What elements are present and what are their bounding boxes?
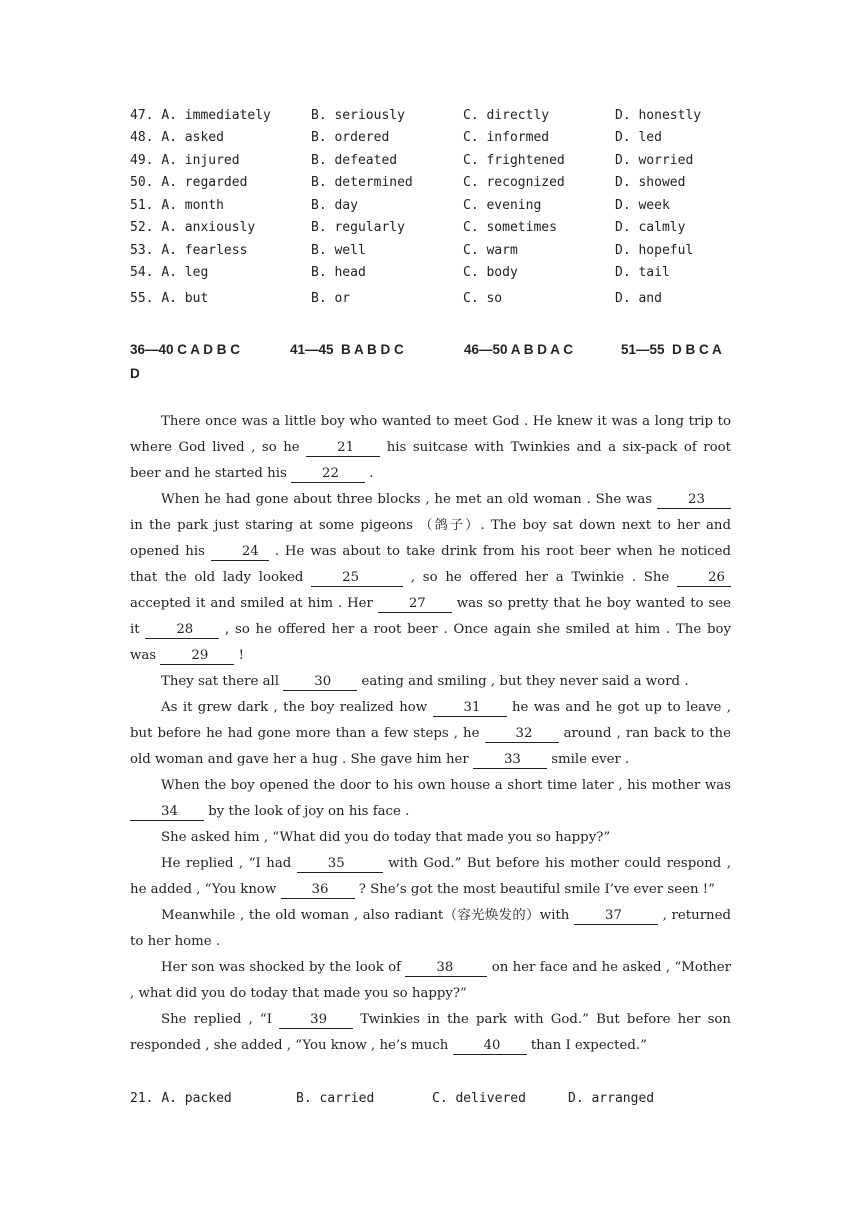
option-b: B. determined xyxy=(311,175,413,190)
option-c: C. body xyxy=(463,265,518,280)
option-a xyxy=(130,241,247,261)
blank-34: 34 xyxy=(130,804,204,821)
passage-text: was so pretty that he boy wanted to see it xyxy=(130,596,732,637)
passage-text: Twinkies in the park with God.” But before her son responded , she added , “You know , he’s much xyxy=(130,1012,731,1053)
passage-text: She replied , “I xyxy=(161,1012,280,1027)
blank-29: 29 xyxy=(160,648,234,665)
paragraph-1 xyxy=(130,409,731,487)
passage-text: Her son was shocked by the look of xyxy=(161,960,406,975)
blank-22: 22 xyxy=(291,466,365,483)
question-number: 51. xyxy=(130,198,154,213)
passage-text: on her face and he asked , “Mother , what did you do today that made you so happy?” xyxy=(130,960,731,1001)
question-number: 48. xyxy=(130,130,154,145)
passage-text: ! xyxy=(234,648,244,663)
option-a-text: A. but xyxy=(161,291,209,306)
option-b: B. defeated xyxy=(311,153,398,168)
answer-group-46-50: 46—50 A B D A C xyxy=(464,342,574,357)
passage-text: He replied , “I had xyxy=(161,856,297,871)
blank-39: 39 xyxy=(279,1012,353,1029)
passage-text: She asked him , “What did you do today that made you so happy?” xyxy=(161,830,611,845)
passage-text: eating and smiling , but they never said a word . xyxy=(357,674,689,689)
passage-text: As it grew dark , the boy realized how xyxy=(161,700,433,715)
option-a xyxy=(130,196,224,216)
blank-27: 27 xyxy=(378,596,452,613)
option-d: D. tail xyxy=(615,265,670,280)
option-c: C. so xyxy=(463,291,503,306)
passage-text: , returned to her home . xyxy=(130,908,731,949)
option-b: B. or xyxy=(311,291,351,306)
question-number: 50. xyxy=(130,175,154,190)
paragraph-7 xyxy=(130,851,731,903)
option-a xyxy=(130,128,224,148)
blank-38: 38 xyxy=(405,960,487,977)
blank-30: 30 xyxy=(283,674,357,691)
option-a xyxy=(130,218,255,238)
option-a xyxy=(130,263,208,283)
answer-group-41-45: 41—45 B A B D C xyxy=(290,342,404,357)
option-c: C. sometimes xyxy=(463,220,557,235)
option-d: D. worried xyxy=(615,153,694,168)
question-number: 52. xyxy=(130,220,154,235)
blank-23: 23 xyxy=(657,492,731,509)
option-row-53 xyxy=(130,241,750,261)
blank-32: 32 xyxy=(485,726,559,743)
option-a-text: A. injured xyxy=(161,153,240,168)
option-a xyxy=(130,289,208,309)
option-a-text: A. regarded xyxy=(161,175,248,190)
option-b: B. day xyxy=(311,198,358,213)
passage-text: When he had gone about three blocks , he met an old woman . She was xyxy=(161,492,657,507)
passage-text: than I expected.” xyxy=(526,1038,647,1053)
passage-text: around , ran back to the old woman and gave her a hug . She gave him her xyxy=(130,726,731,767)
question-number: 49. xyxy=(130,153,154,168)
option-c: C. recognized xyxy=(463,175,565,190)
option-row-52 xyxy=(130,218,750,238)
passage-text: by the look of joy on his face . xyxy=(204,804,410,819)
question-number: 47. xyxy=(130,108,154,123)
option-row-51 xyxy=(130,196,750,216)
paragraph-3 xyxy=(130,669,731,695)
option-c: C. frightened xyxy=(463,153,565,168)
paragraph-4 xyxy=(130,695,731,773)
passage-text: , so he offered her a root beer . Once again she smiled at him . The boy was xyxy=(130,622,731,663)
passage-text: They sat there all xyxy=(161,674,284,689)
option-row-47 xyxy=(130,106,750,126)
option-c: C. directly xyxy=(463,108,550,123)
answer-group-51-55-wrap: D xyxy=(130,366,140,381)
paragraph-8 xyxy=(130,903,731,955)
question-number: 55. xyxy=(130,291,154,306)
option-a-text: A. month xyxy=(161,198,224,213)
option-a-text: A. packed xyxy=(161,1091,232,1106)
option-d: D. and xyxy=(615,291,662,306)
option-row-50 xyxy=(130,173,750,193)
option-row-21 xyxy=(130,1089,750,1109)
option-a-text: A. immediately xyxy=(161,108,271,123)
cloze-passage xyxy=(130,409,731,1059)
passage-text: he was and he got up to leave , but before he had gone more than a few steps , he xyxy=(130,700,732,741)
paragraph-9 xyxy=(130,955,731,1007)
option-d: D. led xyxy=(615,130,662,145)
option-d: D. arranged xyxy=(568,1091,655,1106)
option-b: B. seriously xyxy=(311,108,405,123)
option-d: D. honestly xyxy=(615,108,702,123)
blank-24: 24 xyxy=(211,544,269,561)
blank-28: 28 xyxy=(145,622,219,639)
option-a-text: A. asked xyxy=(161,130,224,145)
option-row-48 xyxy=(130,128,750,148)
option-a xyxy=(130,1089,232,1109)
blank-26: 26 xyxy=(677,570,731,587)
paragraph-5 xyxy=(130,773,731,825)
passage-text: When the boy opened the door to his own house a short time later , his mother was xyxy=(161,778,731,793)
blank-35: 35 xyxy=(297,856,383,873)
option-d: D. week xyxy=(615,198,670,213)
option-a xyxy=(130,151,240,171)
option-a xyxy=(130,173,247,193)
option-a xyxy=(130,106,271,126)
blank-40: 40 xyxy=(453,1038,527,1055)
option-b: B. regularly xyxy=(311,220,405,235)
option-c: C. delivered xyxy=(432,1091,526,1106)
blank-21: 21 xyxy=(306,440,380,457)
option-a-text: A. leg xyxy=(161,265,209,280)
paragraph-10 xyxy=(130,1007,731,1059)
question-number: 21. xyxy=(130,1091,154,1106)
option-c: C. warm xyxy=(463,243,518,258)
option-b: B. ordered xyxy=(311,130,390,145)
passage-text: ? She’s got the most beautiful smile I’ve ever seen !” xyxy=(354,882,715,897)
passage-text: accepted it and smiled at him . Her xyxy=(130,596,378,611)
paragraph-2 xyxy=(130,487,731,669)
answer-group-36-40: 36—40 C A D B C xyxy=(130,342,241,357)
passage-text: with God.” But before his mother could respond , he added , “You know xyxy=(130,856,731,897)
question-number: 53. xyxy=(130,243,154,258)
option-b: B. well xyxy=(311,243,366,258)
passage-text: Meanwhile , the old woman , also radiant（容光焕发的）with xyxy=(161,908,575,923)
blank-36: 36 xyxy=(281,882,355,899)
option-d: D. hopeful xyxy=(615,243,694,258)
passage-text: . xyxy=(365,466,374,481)
paragraph-6 xyxy=(130,825,731,851)
option-c: C. evening xyxy=(463,198,542,213)
blank-37: 37 xyxy=(574,908,658,925)
answer-group-51-55: 51—55 D B C A xyxy=(621,342,722,357)
passage-text: smile ever . xyxy=(546,752,630,767)
passage-text: his suitcase with Twinkies and a six-pack of root beer and he started his xyxy=(130,440,731,481)
option-b: B. head xyxy=(311,265,366,280)
passage-text: , so he offered her a Twinkie . She xyxy=(403,570,677,585)
option-b: B. carried xyxy=(296,1091,375,1106)
passage-text: . He was about to take drink from his root beer when he noticed that the old lady looked xyxy=(130,544,731,585)
passage-text: There once was a little boy who wanted to meet God . He knew it was a long trip to where God lived , so he xyxy=(130,414,731,455)
option-d: D. showed xyxy=(615,175,686,190)
option-row-49 xyxy=(130,151,750,171)
option-d: D. calmly xyxy=(615,220,686,235)
option-a-text: A. anxiously xyxy=(161,220,256,235)
option-row-54 xyxy=(130,263,750,283)
question-number: 54. xyxy=(130,265,154,280)
passage-text: in the park just staring at some pigeons （鸽子）. The boy sat down next to her and opened his xyxy=(130,518,731,559)
option-c: C. informed xyxy=(463,130,550,145)
option-row-55 xyxy=(130,289,750,309)
blank-31: 31 xyxy=(433,700,507,717)
option-a-text: A. fearless xyxy=(161,243,248,258)
blank-33: 33 xyxy=(473,752,547,769)
blank-25: 25 xyxy=(311,570,403,587)
